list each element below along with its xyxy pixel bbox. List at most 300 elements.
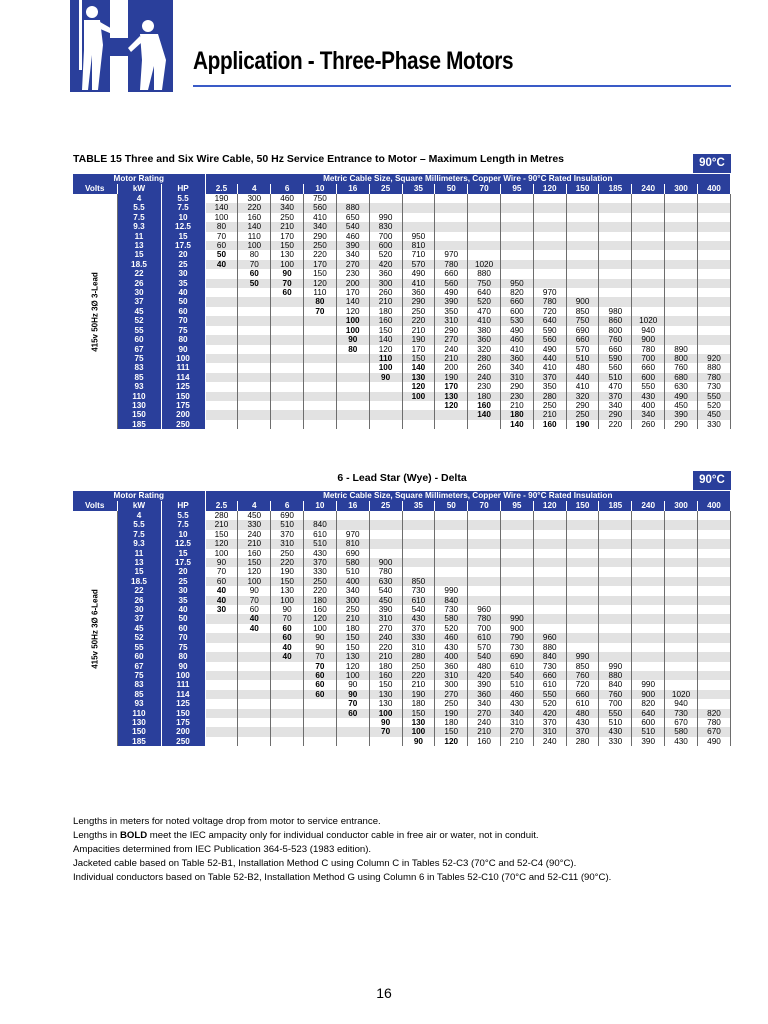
length-cell: 270 xyxy=(336,260,369,269)
length-cell xyxy=(500,530,533,539)
kw-cell: 9.3 xyxy=(117,222,161,231)
length-cell: 100 xyxy=(369,363,402,372)
length-cell xyxy=(697,297,730,306)
length-cell: 210 xyxy=(500,737,533,746)
length-cell xyxy=(697,260,730,269)
length-cell xyxy=(271,709,304,718)
length-cell xyxy=(205,279,238,288)
size-header-cell: 6 xyxy=(271,501,304,511)
length-cell: 360 xyxy=(468,690,501,699)
length-cell xyxy=(402,530,435,539)
length-cell: 460 xyxy=(500,335,533,344)
length-cell: 410 xyxy=(566,382,599,391)
length-cell xyxy=(271,345,304,354)
length-cell: 580 xyxy=(665,727,698,736)
length-cell: 130 xyxy=(402,718,435,727)
length-cell xyxy=(566,250,599,259)
table-row xyxy=(73,652,731,661)
length-cell: 210 xyxy=(369,297,402,306)
hp-cell: 10 xyxy=(161,530,205,539)
length-cell xyxy=(435,549,468,558)
length-cell: 390 xyxy=(665,410,698,419)
length-cell xyxy=(500,539,533,548)
title-underline xyxy=(193,85,731,87)
kw-cell: 83 xyxy=(117,680,161,689)
cable-length-table-6-lead xyxy=(73,491,731,746)
length-cell xyxy=(369,520,402,529)
length-cell: 750 xyxy=(566,316,599,325)
length-cell xyxy=(500,203,533,212)
length-cell xyxy=(468,511,501,520)
footnote-line: Lengths in meters for noted voltage drop from motor to service entrance. xyxy=(73,816,381,827)
volts-label: 415v 50Hz 3Ø 6-Lead xyxy=(90,588,100,669)
length-cell: 900 xyxy=(369,558,402,567)
length-cell: 70 xyxy=(238,260,271,269)
size-header-cell: 95 xyxy=(500,184,533,194)
length-cell: 210 xyxy=(402,326,435,335)
length-cell: 990 xyxy=(599,662,632,671)
length-cell: 780 xyxy=(533,297,566,306)
footnote-line: Jacketed cable based on Table 52-B1, Installation Method C using Column C in Tables 52-C3 (70°C and 52-C4 (90°C). xyxy=(73,858,577,869)
hp-cell: 150 xyxy=(161,709,205,718)
length-cell xyxy=(369,511,402,520)
length-cell: 690 xyxy=(566,326,599,335)
length-cell: 140 xyxy=(238,222,271,231)
workers-logo-icon xyxy=(70,0,180,92)
length-cell: 490 xyxy=(533,345,566,354)
table-row xyxy=(73,260,731,269)
length-cell xyxy=(566,213,599,222)
table-row xyxy=(73,643,731,652)
length-cell xyxy=(697,633,730,642)
length-cell: 230 xyxy=(336,269,369,278)
length-cell xyxy=(304,718,337,727)
length-cell: 120 xyxy=(435,401,468,410)
length-cell: 90 xyxy=(205,558,238,567)
length-cell xyxy=(468,241,501,250)
kw-cell: 11 xyxy=(117,232,161,241)
kw-cell: 55 xyxy=(117,643,161,652)
table-row xyxy=(73,326,731,335)
length-cell: 430 xyxy=(435,643,468,652)
length-cell xyxy=(205,662,238,671)
length-cell xyxy=(369,203,402,212)
length-cell xyxy=(665,643,698,652)
length-cell: 270 xyxy=(369,624,402,633)
size-header-cell: 185 xyxy=(599,184,632,194)
kw-cell: 22 xyxy=(117,586,161,595)
length-cell: 170 xyxy=(304,260,337,269)
length-cell: 50 xyxy=(238,279,271,288)
hp-cell: 111 xyxy=(161,680,205,689)
length-cell xyxy=(599,279,632,288)
length-cell xyxy=(566,203,599,212)
size-header-cell: 70 xyxy=(468,184,501,194)
length-cell: 70 xyxy=(205,567,238,576)
length-cell: 640 xyxy=(533,316,566,325)
length-cell: 660 xyxy=(566,335,599,344)
length-cell xyxy=(369,194,402,203)
kw-header: kW xyxy=(117,184,161,194)
length-cell xyxy=(665,326,698,335)
table-row xyxy=(73,605,731,614)
hp-cell: 200 xyxy=(161,727,205,736)
length-cell: 130 xyxy=(271,586,304,595)
hp-cell: 90 xyxy=(161,345,205,354)
length-cell: 750 xyxy=(468,279,501,288)
length-cell xyxy=(632,269,665,278)
length-cell xyxy=(697,520,730,529)
length-cell: 760 xyxy=(599,690,632,699)
length-cell xyxy=(665,316,698,325)
cable-length-table-3-lead xyxy=(73,174,731,429)
length-cell: 920 xyxy=(697,354,730,363)
length-cell xyxy=(304,699,337,708)
length-cell: 60 xyxy=(336,709,369,718)
length-cell xyxy=(697,213,730,222)
length-cell xyxy=(665,241,698,250)
length-cell xyxy=(697,539,730,548)
length-cell xyxy=(304,326,337,335)
table-row xyxy=(73,222,731,231)
hp-cell: 25 xyxy=(161,577,205,586)
length-cell xyxy=(599,288,632,297)
size-header-cell: 400 xyxy=(697,501,730,511)
length-cell xyxy=(697,530,730,539)
length-cell: 690 xyxy=(500,652,533,661)
kw-cell: 37 xyxy=(117,297,161,306)
length-cell xyxy=(533,260,566,269)
length-cell: 970 xyxy=(435,250,468,259)
length-cell: 820 xyxy=(500,288,533,297)
length-cell: 730 xyxy=(402,586,435,595)
length-cell xyxy=(566,222,599,231)
length-cell: 960 xyxy=(533,633,566,642)
length-cell xyxy=(271,420,304,429)
length-cell xyxy=(402,558,435,567)
length-cell: 90 xyxy=(271,605,304,614)
length-cell: 130 xyxy=(369,690,402,699)
length-cell xyxy=(665,250,698,259)
table-row xyxy=(73,335,731,344)
length-cell: 50 xyxy=(205,250,238,259)
length-cell xyxy=(566,577,599,586)
length-cell: 80 xyxy=(238,250,271,259)
hp-cell: 70 xyxy=(161,316,205,325)
length-cell: 990 xyxy=(369,213,402,222)
table-row xyxy=(73,410,731,419)
length-cell xyxy=(665,539,698,548)
length-cell xyxy=(369,530,402,539)
length-cell: 100 xyxy=(336,671,369,680)
length-cell: 60 xyxy=(238,605,271,614)
length-cell xyxy=(697,269,730,278)
length-cell: 780 xyxy=(369,567,402,576)
length-cell xyxy=(205,345,238,354)
length-cell: 40 xyxy=(205,596,238,605)
length-cell xyxy=(533,605,566,614)
length-cell: 610 xyxy=(304,530,337,539)
length-cell: 390 xyxy=(632,737,665,746)
length-cell: 820 xyxy=(632,699,665,708)
length-cell: 550 xyxy=(599,709,632,718)
length-cell xyxy=(599,624,632,633)
length-cell xyxy=(566,520,599,529)
length-cell xyxy=(665,288,698,297)
length-cell xyxy=(238,316,271,325)
length-cell: 140 xyxy=(336,297,369,306)
length-cell xyxy=(336,194,369,203)
length-cell: 150 xyxy=(369,680,402,689)
length-cell xyxy=(271,354,304,363)
table-row xyxy=(73,401,731,410)
length-cell: 70 xyxy=(304,662,337,671)
length-cell: 260 xyxy=(468,363,501,372)
hp-cell: 50 xyxy=(161,614,205,623)
length-cell: 40 xyxy=(238,624,271,633)
length-cell: 160 xyxy=(533,420,566,429)
length-cell: 310 xyxy=(435,316,468,325)
length-cell: 330 xyxy=(238,520,271,529)
length-cell: 100 xyxy=(369,709,402,718)
length-cell xyxy=(599,558,632,567)
length-cell xyxy=(500,250,533,259)
length-cell xyxy=(697,643,730,652)
length-cell xyxy=(336,373,369,382)
length-cell xyxy=(435,241,468,250)
length-cell xyxy=(205,614,238,623)
length-cell: 90 xyxy=(336,335,369,344)
length-cell: 180 xyxy=(369,662,402,671)
volts-header: Volts xyxy=(73,501,117,511)
length-cell xyxy=(435,213,468,222)
length-cell xyxy=(271,326,304,335)
length-cell: 370 xyxy=(533,373,566,382)
length-cell xyxy=(697,624,730,633)
size-header-cell: 16 xyxy=(336,501,369,511)
length-cell xyxy=(665,624,698,633)
length-cell: 700 xyxy=(369,232,402,241)
table-row xyxy=(73,633,731,642)
length-cell: 310 xyxy=(500,373,533,382)
length-cell: 140 xyxy=(468,410,501,419)
length-cell xyxy=(599,241,632,250)
length-cell: 270 xyxy=(435,690,468,699)
length-cell xyxy=(697,307,730,316)
length-cell: 690 xyxy=(271,511,304,520)
length-cell: 660 xyxy=(632,363,665,372)
kw-cell: 4 xyxy=(117,194,161,203)
length-cell: 310 xyxy=(271,539,304,548)
size-header-cell: 150 xyxy=(566,184,599,194)
length-cell: 140 xyxy=(402,363,435,372)
temperature-badge: 90°C xyxy=(693,471,731,490)
size-header-cell: 300 xyxy=(665,184,698,194)
length-cell: 900 xyxy=(632,335,665,344)
length-cell xyxy=(533,520,566,529)
size-header-cell: 35 xyxy=(402,501,435,511)
hp-cell: 17.5 xyxy=(161,241,205,250)
length-cell: 150 xyxy=(271,577,304,586)
length-cell: 340 xyxy=(271,203,304,212)
length-cell xyxy=(566,549,599,558)
length-cell xyxy=(238,363,271,372)
length-cell: 90 xyxy=(304,643,337,652)
length-cell xyxy=(697,596,730,605)
length-cell xyxy=(336,737,369,746)
length-cell xyxy=(533,614,566,623)
length-cell xyxy=(599,652,632,661)
length-cell xyxy=(238,643,271,652)
length-cell xyxy=(205,420,238,429)
length-cell: 250 xyxy=(402,307,435,316)
length-cell xyxy=(632,279,665,288)
length-cell xyxy=(435,520,468,529)
length-cell: 430 xyxy=(402,614,435,623)
length-cell: 990 xyxy=(500,614,533,623)
length-cell xyxy=(271,363,304,372)
length-cell xyxy=(566,260,599,269)
length-cell: 170 xyxy=(336,288,369,297)
length-cell xyxy=(533,279,566,288)
length-cell: 900 xyxy=(566,297,599,306)
length-cell: 150 xyxy=(336,643,369,652)
length-cell: 850 xyxy=(566,662,599,671)
length-cell xyxy=(468,420,501,429)
table-row xyxy=(73,250,731,259)
length-cell xyxy=(665,671,698,680)
length-cell: 810 xyxy=(336,539,369,548)
length-cell xyxy=(533,530,566,539)
length-cell: 340 xyxy=(500,363,533,372)
length-cell: 60 xyxy=(271,633,304,642)
length-cell: 250 xyxy=(533,401,566,410)
length-cell xyxy=(632,530,665,539)
kw-cell: 110 xyxy=(117,392,161,401)
length-cell: 160 xyxy=(468,737,501,746)
length-cell: 130 xyxy=(336,652,369,661)
hp-cell: 35 xyxy=(161,596,205,605)
length-cell: 170 xyxy=(435,382,468,391)
length-cell: 640 xyxy=(468,288,501,297)
length-cell xyxy=(566,539,599,548)
length-cell: 60 xyxy=(205,577,238,586)
hp-cell: 10 xyxy=(161,213,205,222)
length-cell xyxy=(336,401,369,410)
hp-cell: 75 xyxy=(161,643,205,652)
length-cell: 880 xyxy=(697,363,730,372)
length-cell: 220 xyxy=(402,316,435,325)
length-cell: 280 xyxy=(402,652,435,661)
length-cell: 210 xyxy=(402,680,435,689)
kw-cell: 45 xyxy=(117,307,161,316)
length-cell xyxy=(697,671,730,680)
length-cell: 1020 xyxy=(632,316,665,325)
size-header-cell: 400 xyxy=(697,184,730,194)
table-row xyxy=(73,596,731,605)
length-cell xyxy=(697,652,730,661)
length-cell: 210 xyxy=(271,222,304,231)
length-cell xyxy=(599,520,632,529)
length-cell: 410 xyxy=(402,279,435,288)
length-cell: 110 xyxy=(369,354,402,363)
hp-cell: 125 xyxy=(161,382,205,391)
length-cell: 530 xyxy=(500,316,533,325)
length-cell: 290 xyxy=(665,420,698,429)
table-row xyxy=(73,709,731,718)
length-cell xyxy=(238,382,271,391)
length-cell: 480 xyxy=(566,363,599,372)
length-cell xyxy=(566,643,599,652)
length-cell xyxy=(697,279,730,288)
length-cell xyxy=(238,652,271,661)
hp-cell: 80 xyxy=(161,335,205,344)
table-row xyxy=(73,549,731,558)
length-cell xyxy=(205,269,238,278)
length-cell xyxy=(697,241,730,250)
kw-cell: 60 xyxy=(117,335,161,344)
length-cell xyxy=(500,511,533,520)
length-cell: 330 xyxy=(599,737,632,746)
length-cell xyxy=(533,539,566,548)
table-row xyxy=(73,213,731,222)
length-cell: 180 xyxy=(500,410,533,419)
length-cell: 430 xyxy=(304,549,337,558)
length-cell xyxy=(599,222,632,231)
length-cell xyxy=(599,232,632,241)
length-cell: 820 xyxy=(697,709,730,718)
length-cell xyxy=(435,567,468,576)
length-cell: 230 xyxy=(468,382,501,391)
length-cell: 1020 xyxy=(468,260,501,269)
table-row xyxy=(73,586,731,595)
length-cell xyxy=(697,586,730,595)
length-cell: 300 xyxy=(336,596,369,605)
length-cell xyxy=(665,652,698,661)
length-cell xyxy=(599,194,632,203)
length-cell: 460 xyxy=(336,232,369,241)
length-cell: 110 xyxy=(238,232,271,241)
length-cell xyxy=(468,520,501,529)
length-cell: 390 xyxy=(336,241,369,250)
length-cell xyxy=(566,288,599,297)
length-cell xyxy=(632,577,665,586)
length-cell: 70 xyxy=(271,614,304,623)
length-cell: 900 xyxy=(500,624,533,633)
length-cell: 990 xyxy=(566,652,599,661)
length-cell: 700 xyxy=(632,354,665,363)
length-cell xyxy=(205,363,238,372)
length-cell: 720 xyxy=(566,680,599,689)
length-cell: 760 xyxy=(665,363,698,372)
length-cell: 940 xyxy=(665,699,698,708)
length-cell: 240 xyxy=(435,345,468,354)
hp-cell: 7.5 xyxy=(161,520,205,529)
length-cell xyxy=(665,213,698,222)
length-cell xyxy=(369,549,402,558)
hp-cell: 111 xyxy=(161,363,205,372)
length-cell xyxy=(435,539,468,548)
length-cell xyxy=(500,241,533,250)
table-row xyxy=(73,624,731,633)
length-cell: 540 xyxy=(402,605,435,614)
length-cell xyxy=(238,410,271,419)
length-cell: 510 xyxy=(566,354,599,363)
length-cell xyxy=(632,539,665,548)
length-cell xyxy=(632,511,665,520)
length-cell xyxy=(271,737,304,746)
length-cell: 600 xyxy=(500,307,533,316)
